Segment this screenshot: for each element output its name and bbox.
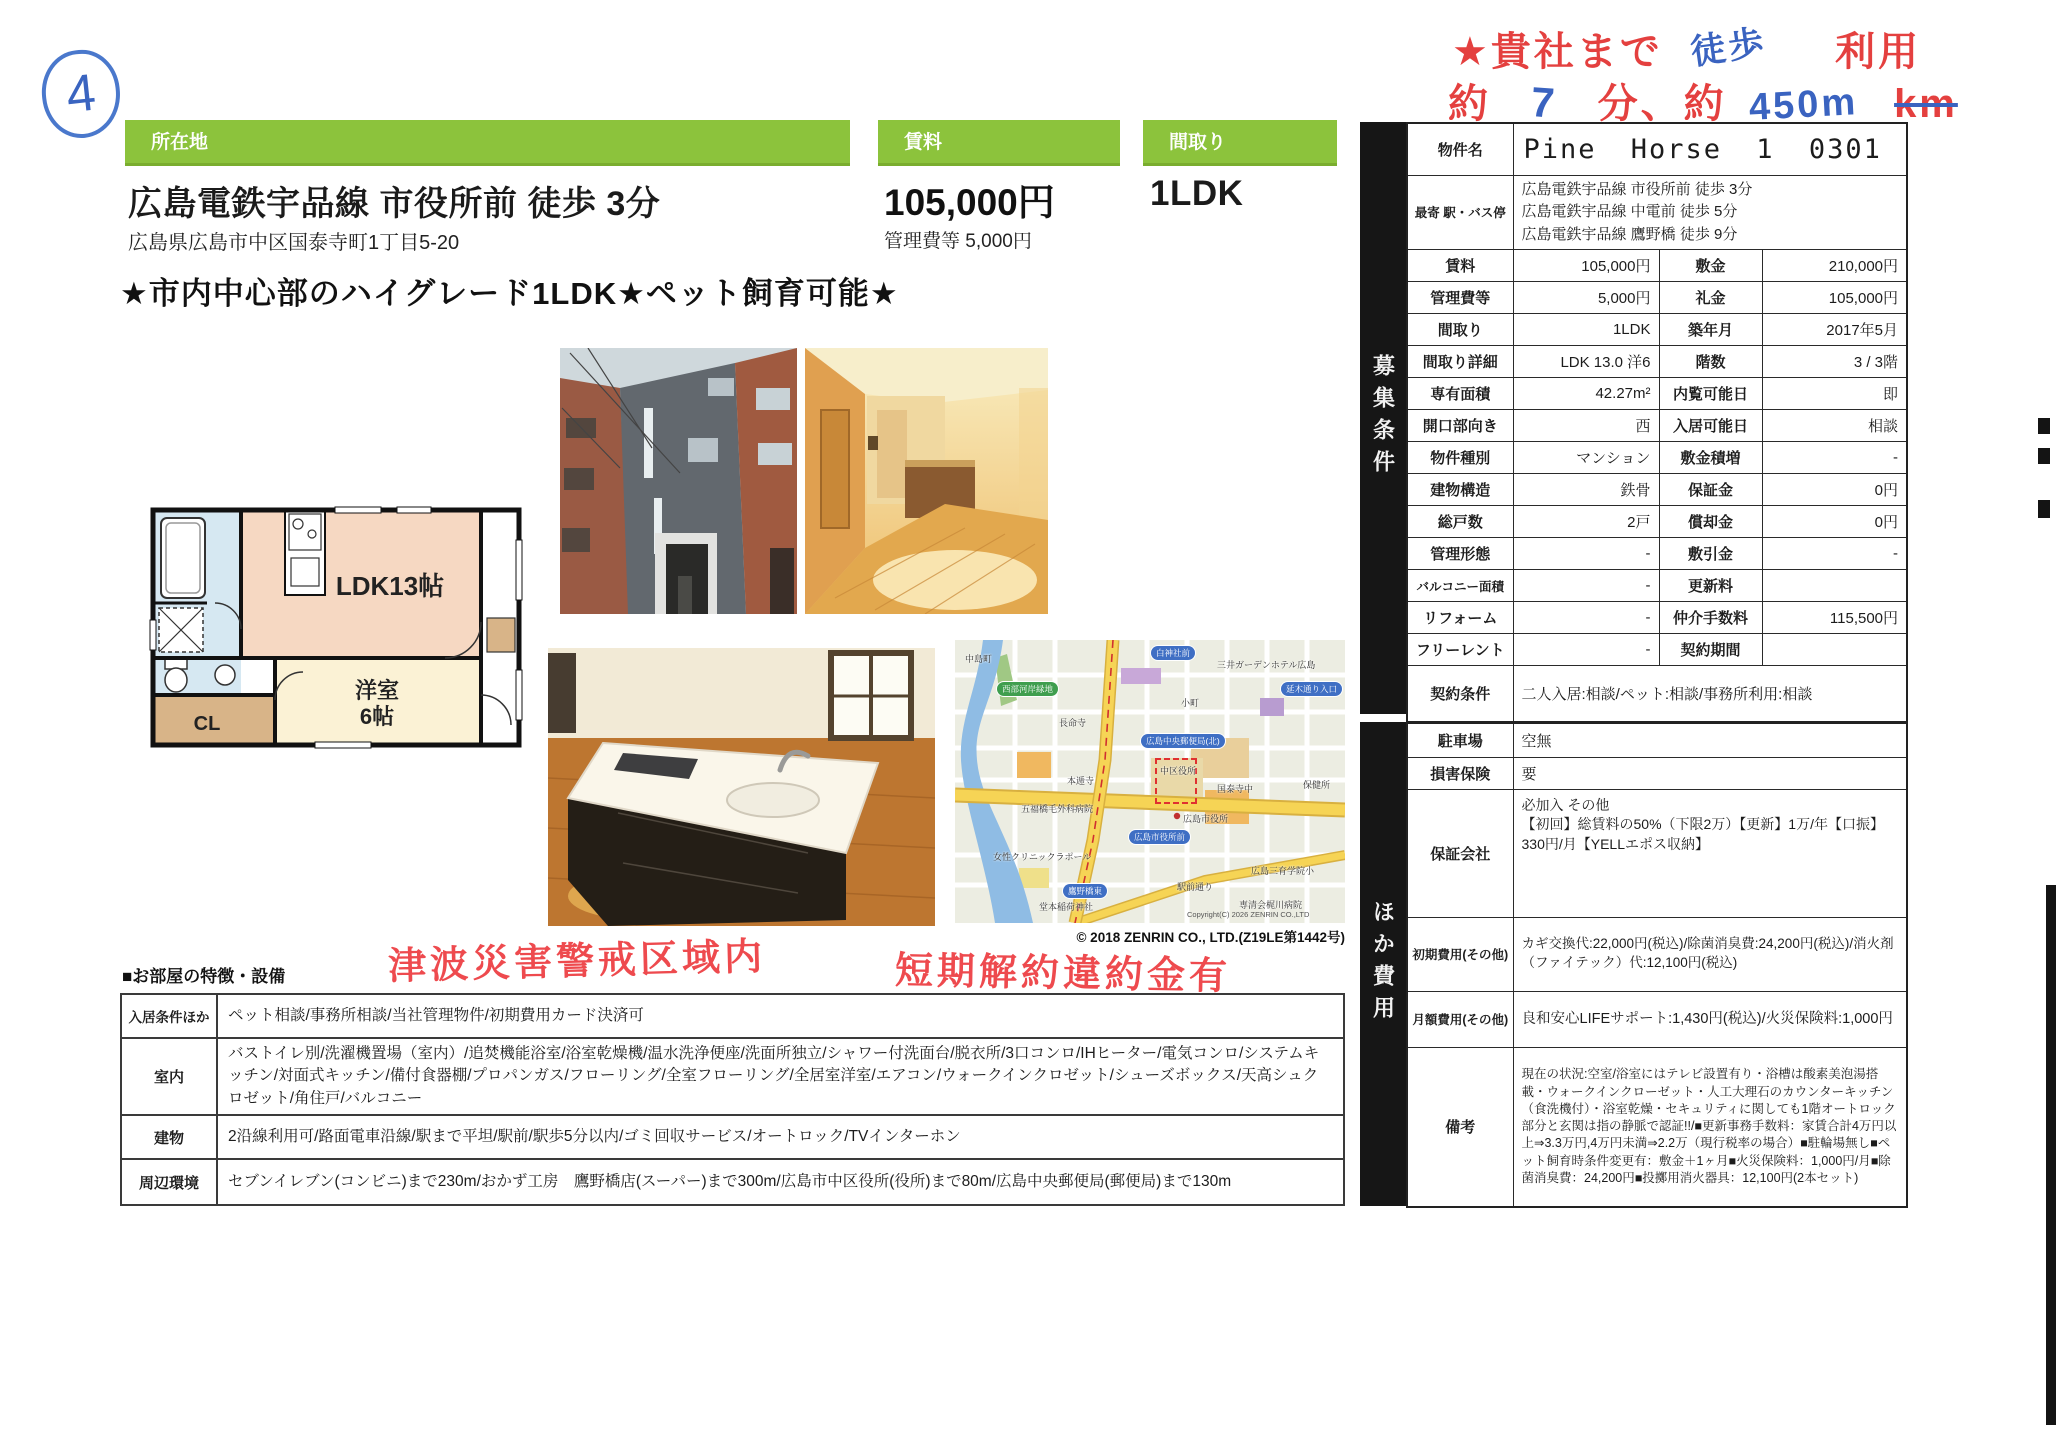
feature-label: 入居条件ほか [121, 994, 217, 1038]
scan-artifact [2038, 448, 2050, 464]
feature-label: 室内 [121, 1038, 217, 1115]
feature-value: ペット相談/事務所相談/当社管理物件/初期費用カード決済可 [217, 994, 1344, 1038]
table-row [1407, 723, 1907, 757]
genkan [487, 618, 515, 652]
detail-value [1762, 634, 1907, 666]
scan-artifact [2038, 500, 2050, 518]
detail-label: 開口部向き [1407, 410, 1513, 442]
table-row [121, 1159, 1344, 1205]
map-label-pill: 広島市役所前 [1129, 830, 1190, 844]
detail-value: 0円 [1762, 506, 1907, 538]
detail-value [1762, 570, 1907, 602]
note-minutes: 7 [1529, 78, 1560, 127]
sidebar-recruit-conditions [1360, 122, 1406, 714]
detail-label: 賃料 [1407, 250, 1513, 282]
map-label: 広島三育学院小 [1251, 866, 1315, 876]
guarantor-line2: 【初回】総賃料の50%（下限2万）【更新】1万/年【口振】330円/月【YELLエポス収納】 [1521, 816, 1884, 852]
table-row [1407, 570, 1907, 602]
detail-label: 階数 [1659, 346, 1762, 378]
detail-value: - [1762, 538, 1907, 570]
guarantor-line1: 必加入 その他 [1521, 796, 1610, 813]
note-company: ★貴社まで [1452, 30, 1663, 74]
table-row [1407, 506, 1907, 538]
table-row [1407, 757, 1907, 789]
detail-value: 2戸 [1513, 506, 1659, 538]
station-line: 広島電鉄宇品線 鷹野橋 徒歩 9分 [1521, 225, 1738, 243]
detail-table-top [1406, 122, 1908, 723]
detail-value: 5,000円 [1513, 282, 1659, 314]
table-row [1407, 991, 1907, 1047]
map-label: 保健所 [1303, 780, 1331, 790]
table-row [1407, 666, 1907, 722]
map-label: 本逓寺 [1067, 776, 1095, 786]
features-section-title: ■お部屋の特徴・設備 [122, 967, 286, 986]
detail-value: 西 [1513, 410, 1659, 442]
detail-label: 保証金 [1659, 474, 1762, 506]
note-km-struck: km [1894, 82, 1958, 126]
table-row [1407, 917, 1907, 991]
detail-label: 損害保険 [1407, 757, 1513, 789]
detail-value: - [1762, 442, 1907, 474]
feature-label: 建物 [121, 1115, 217, 1159]
map-label: 中島町 [965, 654, 993, 664]
detail-value: 115,500円 [1762, 602, 1907, 634]
zenrin-copyright: © 2018 ZENRIN CO., LTD.(Z19LE第1442号) [1076, 930, 1345, 945]
detail-value: - [1513, 538, 1659, 570]
map-label: 駅前通り [1177, 882, 1214, 892]
detail-value: 3 / 3階 [1762, 346, 1907, 378]
note-approx2: 分、約 [1597, 82, 1727, 126]
circle-number-text: 4 [63, 63, 99, 125]
detail-value: 鉄骨 [1513, 474, 1659, 506]
detail-label: 敷引金 [1659, 538, 1762, 570]
note-distance: 450m [1747, 81, 1859, 129]
detail-value: 0円 [1762, 474, 1907, 506]
table-row [1407, 123, 1907, 175]
location-label: 所在地 [151, 132, 209, 153]
detail-label: 総戸数 [1407, 506, 1513, 538]
table-row [121, 994, 1344, 1038]
detail-value: 空無 [1513, 723, 1907, 757]
station-line: 広島電鉄宇品線 中電前 徒歩 5分 [1521, 203, 1738, 220]
detail-value: 要 [1513, 757, 1907, 789]
map-label: 専清会梶川病院 [1239, 900, 1303, 910]
detail-value: LDK 13.0 洋6 [1513, 346, 1659, 378]
detail-label: 償却金 [1659, 506, 1762, 538]
scan-artifact [2046, 885, 2056, 1425]
table-row [121, 1115, 1344, 1159]
detail-value: - [1513, 602, 1659, 634]
map-copyright-inner: Copyright(C) 2026 ZENRIN CO.,LTD [1187, 910, 1310, 919]
detail-label: 間取り [1407, 314, 1513, 346]
sidebar-other-label: ほか費用 [1370, 900, 1396, 1028]
detail-label: 仲介手数料 [1659, 602, 1762, 634]
detail-label: 物件種別 [1407, 442, 1513, 474]
rent-value: 105,000円 [884, 182, 1055, 223]
table-row [1407, 314, 1907, 346]
detail-label: 初期費用(その他) [1407, 917, 1513, 991]
map-label-pill: 鷹野橋東 [1063, 884, 1107, 898]
map-label: 国泰寺中 [1217, 784, 1254, 794]
table-row [1407, 1047, 1907, 1207]
table-row [1407, 442, 1907, 474]
remarks: 現在の状況:空室/浴室にはテレビ設置有り・浴槽は酸素美泡湯搭載・ウォークインクローゼット・人工大理石のカウンターキッチン（食洗機付）・浴室乾燥・セキュリティに関しても1階オートロック部分と玄関は指の静脈で認証!!/■更新事務手数料：家賃合計4万円以上⇒3.3万円,4万円未満⇒2.2万（現行税率の場合）■駐輪場無し■ペット飼育時条件変更有：敷金＋1ヶ月■火災保険料：1,000円/月■除菌消臭費：24,200円■投擲用消火器具：12,100円(2本セット) [1513, 1047, 1907, 1207]
table-row [1407, 538, 1907, 570]
map-label: 堂本稲荷神社 [1039, 902, 1094, 912]
map-label-pill: 西部河岸緑地 [997, 682, 1058, 696]
detail-label: 契約期間 [1659, 634, 1762, 666]
kitchen-counter-icon [285, 510, 325, 595]
detail-value: 105,000円 [1513, 250, 1659, 282]
map-label-pill: 延木通り入口 [1281, 682, 1342, 696]
management-fee: 管理費等 5,000円 [884, 231, 1032, 252]
room-label-1: 洋室 [354, 678, 400, 703]
detail-label: 契約条件 [1407, 666, 1513, 722]
feature-value: セブンイレブン(コンビニ)まで230m/おかず工房 鷹野橋店(スーパー)まで300m/広島市中区役所(役所)まで80m/広島中央郵便局(郵便局)まで130m [217, 1159, 1344, 1205]
detail-label: 保証会社 [1407, 789, 1513, 917]
rent-label: 賃料 [904, 132, 943, 153]
monthly-costs: 良和安心LIFEサポート:1,430円(税込)/火災保険料:1,000円 [1513, 991, 1907, 1047]
detail-value: 2017年5月 [1762, 314, 1907, 346]
detail-label: 更新料 [1659, 570, 1762, 602]
table-row [1407, 378, 1907, 410]
catchphrase: ★市内中心部のハイグレード1LDK★ペット飼育可能★ [120, 276, 899, 311]
room-label-2: 6帖 [359, 704, 395, 729]
short-term-penalty-stamp: 短期解約違約金有 [894, 950, 1232, 998]
detail-label: リフォーム [1407, 602, 1513, 634]
map-label: 五福橋毛外科病院 [1021, 804, 1094, 814]
layout-value: 1LDK [1150, 174, 1244, 213]
location-header-bar [125, 120, 850, 166]
detail-label: 築年月 [1659, 314, 1762, 346]
detail-label: 管理形態 [1407, 538, 1513, 570]
handwritten-circle-number [38, 46, 125, 142]
layout-header-bar [1143, 120, 1337, 166]
guarantor-company [1513, 789, 1907, 917]
property-address: 広島県広島市中区国泰寺町1丁目5-20 [128, 232, 460, 254]
map-label: 中区役所 [1160, 766, 1197, 776]
layout-label: 間取り [1169, 132, 1227, 153]
property-name: Pine Horse 1 0301 [1513, 123, 1907, 175]
table-row [1407, 410, 1907, 442]
access-title: 広島電鉄宇品線 市役所前 徒歩 3分 [128, 185, 661, 223]
map-label-pill: 白神社前 [1151, 646, 1195, 660]
detail-label: 最寄 駅・バス停 [1407, 175, 1513, 250]
detail-label: 間取り詳細 [1407, 346, 1513, 378]
detail-label: バルコニー面積 [1407, 570, 1513, 602]
contract-conditions: 二人入居:相談/ペット:相談/事務所利用:相談 [1513, 666, 1907, 722]
detail-label: 備考 [1407, 1047, 1513, 1207]
station-list [1513, 175, 1907, 250]
detail-label: 建物構造 [1407, 474, 1513, 506]
detail-label: 月額費用(その他) [1407, 991, 1513, 1047]
station-line: 広島電鉄宇品線 市役所前 徒歩 3分 [1521, 180, 1753, 198]
tsunami-warning-stamp: 津波災害警戒区域内 [387, 936, 767, 988]
detail-label: 駐車場 [1407, 723, 1513, 757]
map-label: 小町 [1181, 698, 1200, 708]
table-row [121, 1038, 1344, 1115]
table-row [1407, 602, 1907, 634]
feature-value: バストイレ別/洗濯機置場（室内）/追焚機能浴室/浴室乾燥機/温水洗浄便座/洗面所独立/シャワー付洗面台/脱衣所/3口コンロ/IHヒーター/電気コンロ/システムキッチン/対面式キッチン/備付食器棚/プロパンガス/フローリング/全室フローリング/全居室洋室/エアコン/ウォークインクロゼット/シューズボックス/天高シュクロゼット/角住戸/バルコニー [217, 1038, 1344, 1115]
city-hall-dot [1174, 813, 1180, 819]
table-row [1407, 175, 1907, 250]
area-map [955, 640, 1345, 923]
sidebar-other-costs [1360, 722, 1406, 1206]
map-label: 三井ガーデンホテル広島 [1217, 660, 1316, 670]
map-label-pill: 広島中央郵便局(北) [1141, 734, 1225, 748]
bathtub-icon [161, 518, 205, 598]
detail-label: 内覧可能日 [1659, 378, 1762, 410]
note-riyou: 利用 [1835, 30, 1922, 74]
table-row [1407, 634, 1907, 666]
note-walk: 徒歩 [1688, 22, 1769, 73]
detail-value: 210,000円 [1762, 250, 1907, 282]
detail-value: マンション [1513, 442, 1659, 474]
map-label: 女性クリニックラポール [993, 852, 1092, 862]
detail-table-bottom [1406, 722, 1908, 1208]
table-row [1407, 250, 1907, 282]
detail-value: 即 [1762, 378, 1907, 410]
handwritten-note-line2 [1448, 72, 1958, 129]
living-room-photo [805, 348, 1048, 614]
detail-value: - [1513, 570, 1659, 602]
features-table [120, 993, 1345, 1206]
detail-label: 管理費等 [1407, 282, 1513, 314]
map-label: 広島市役所 [1183, 814, 1229, 824]
table-row [1407, 282, 1907, 314]
detail-value: 1LDK [1513, 314, 1659, 346]
detail-label: 物件名 [1407, 123, 1513, 175]
floor-plan [135, 500, 535, 750]
detail-label: 専有面積 [1407, 378, 1513, 410]
ldk-label: LDK13帖 [335, 571, 445, 601]
initial-costs: カギ交換代:22,000円(税込)/除菌消臭費:24,200円(税込)/消火剤（ファイテック）代:12,100円(税込) [1513, 917, 1907, 991]
detail-value: 105,000円 [1762, 282, 1907, 314]
table-row [1407, 474, 1907, 506]
scan-artifact [2038, 418, 2050, 434]
detail-label: 礼金 [1659, 282, 1762, 314]
toilet-icon [165, 658, 187, 692]
detail-value: 42.27m² [1513, 378, 1659, 410]
detail-value: - [1513, 634, 1659, 666]
washer-space-icon [159, 608, 203, 652]
feature-value: 2沿線利用可/路面電車沿線/駅まで平坦/駅前/駅歩5分以内/ゴミ回収サービス/オートロック/TVインターホン [217, 1115, 1344, 1159]
detail-label: 敷金 [1659, 250, 1762, 282]
note-approx1: 約 [1448, 82, 1491, 126]
cl-label: CL [193, 713, 221, 735]
sink-icon [215, 665, 235, 685]
sidebar-recruit-label: 募集条件 [1370, 354, 1396, 482]
table-row [1407, 789, 1907, 917]
rent-header-bar [878, 120, 1120, 166]
feature-label: 周辺環境 [121, 1159, 217, 1205]
detail-value: 相談 [1762, 410, 1907, 442]
table-row [1407, 346, 1907, 378]
detail-label: フリーレント [1407, 634, 1513, 666]
window [831, 653, 911, 738]
building-exterior-photo [560, 348, 797, 614]
detail-label: 敷金積増 [1659, 442, 1762, 474]
detail-label: 入居可能日 [1659, 410, 1762, 442]
map-label: 長命寺 [1059, 718, 1087, 728]
handwritten-note-line1 [1452, 20, 1921, 77]
kitchen-photo [548, 648, 935, 926]
